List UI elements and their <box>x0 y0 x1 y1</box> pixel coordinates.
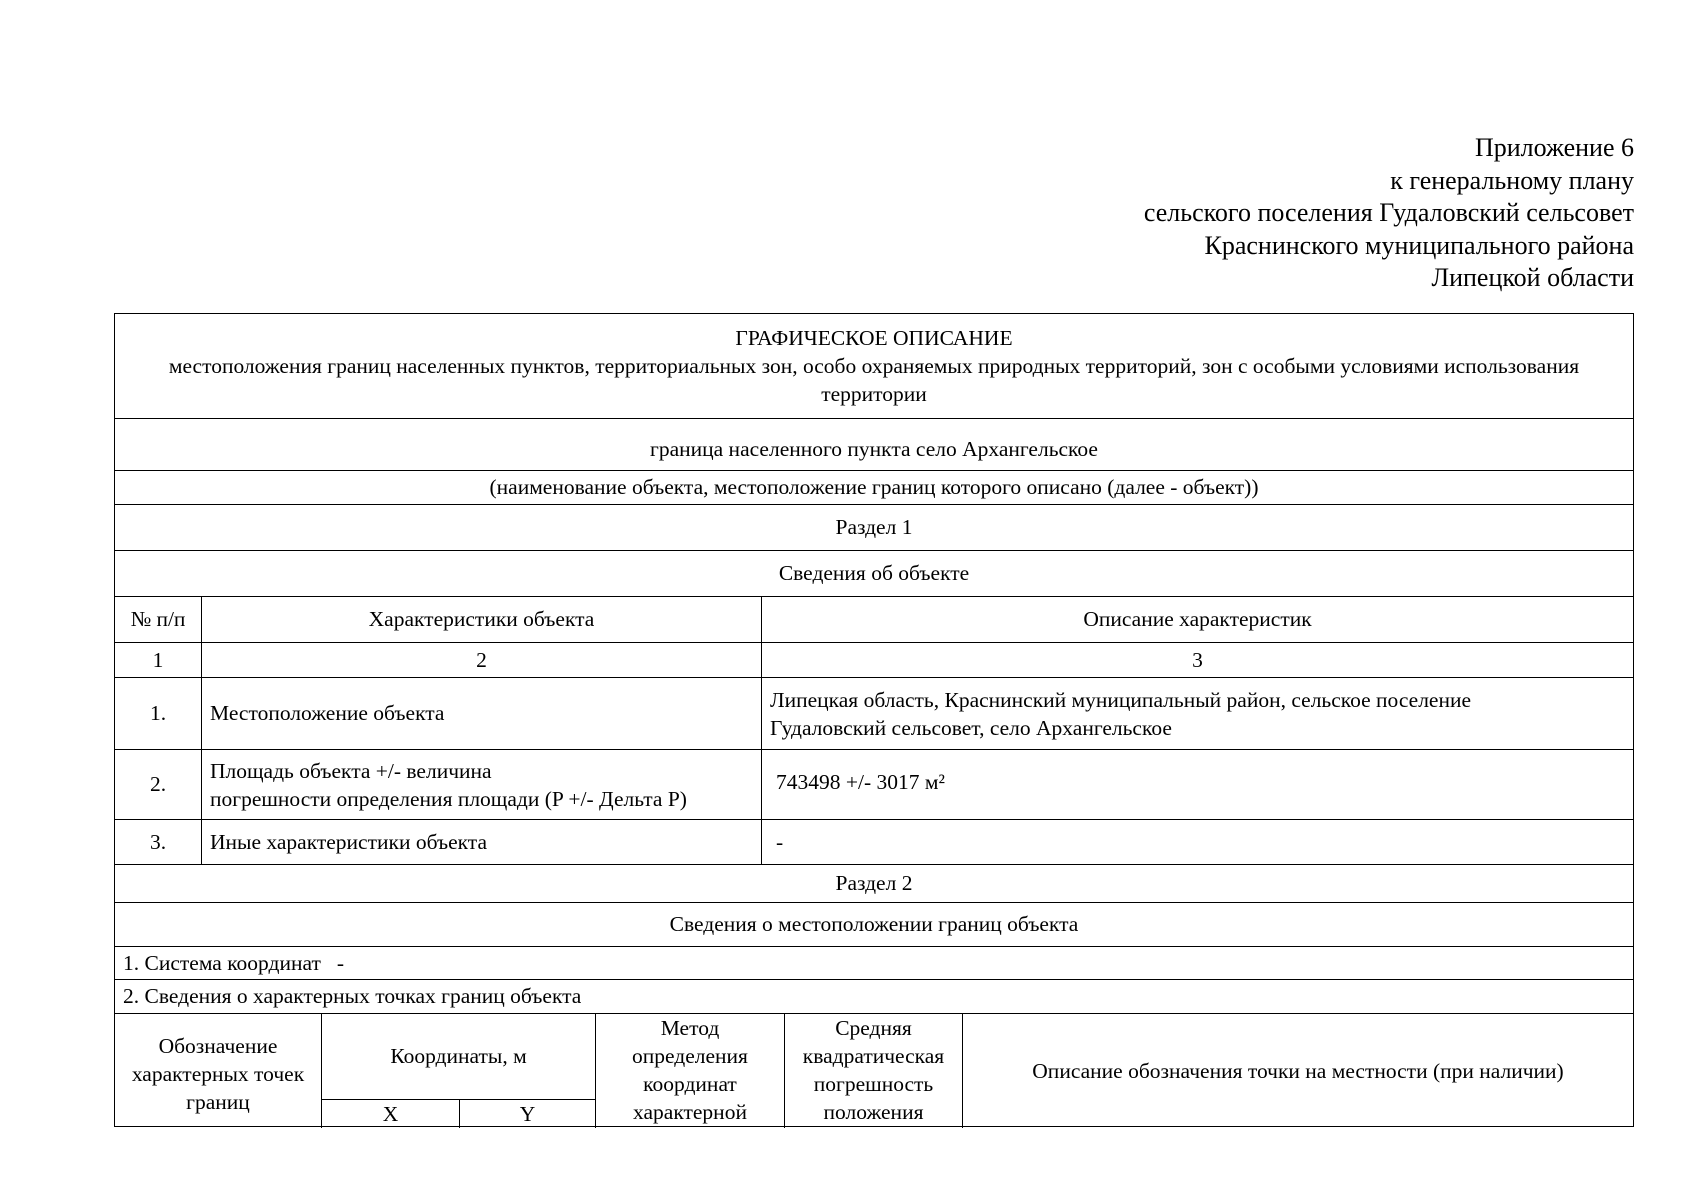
section1-title-text: Сведения об объекте <box>778 561 970 585</box>
row-number: 3. <box>149 829 167 854</box>
column-number-2: 2 <box>201 643 761 677</box>
column-header-method <box>595 1014 784 1128</box>
points-title: 2. Сведения о характерных точках границ объекта <box>123 984 582 1008</box>
section2-title <box>115 903 1633 947</box>
section2-label <box>115 865 1633 903</box>
column-number-3: 3 <box>761 643 1633 677</box>
row-characteristic <box>201 750 761 819</box>
column-number-1: 1 <box>152 647 164 672</box>
column-header-description: Описание характеристик <box>761 597 1633 642</box>
column-header-error <box>784 1014 962 1128</box>
row-description-line: Липецкая область, Краснинский муниципальный район, сельское поселение <box>770 687 1472 712</box>
header-line: погрешность <box>813 1072 934 1096</box>
header-line: Метод <box>660 1016 720 1040</box>
column-header-point-designation <box>115 1014 321 1128</box>
table-row <box>115 678 1633 750</box>
header-line-plan: к генеральному плану <box>1390 165 1634 195</box>
column-header-x: X <box>382 1101 399 1126</box>
table-row <box>115 820 1633 865</box>
header-line: Обозначение <box>158 1034 278 1058</box>
section1-title <box>115 551 1633 597</box>
header-line: координат <box>643 1072 737 1096</box>
points-table-header <box>115 1014 1633 1128</box>
graphic-description-form <box>114 313 1634 1127</box>
row-description: 743498 +/- 3017 м² <box>761 750 1633 819</box>
header-line: квадратическая <box>802 1044 945 1068</box>
title-block <box>115 314 1633 419</box>
column-header-coordinates <box>321 1014 595 1128</box>
header-line-settlement: сельского поселения Гудаловский сельсовет <box>1143 198 1634 227</box>
section1-label-text: Раздел 1 <box>835 515 913 539</box>
coordinate-system-row <box>115 947 1633 980</box>
object-caption <box>115 471 1633 505</box>
column-header-characteristics: Характеристики объекта <box>201 597 761 642</box>
header-line: определения <box>632 1044 748 1068</box>
section1-column-numbers <box>115 643 1633 678</box>
section2-label-text: Раздел 2 <box>835 871 913 895</box>
section2-title-text: Сведения о местоположении границ объекта <box>669 912 1079 936</box>
header-line: Средняя <box>835 1016 912 1040</box>
object-name <box>115 419 1633 471</box>
table-row <box>115 750 1633 820</box>
header-line: границ <box>186 1090 250 1114</box>
row-number: 1. <box>149 701 167 725</box>
column-header-number: № п/п <box>130 607 186 631</box>
header-line-appendix: Приложение 6 <box>1474 133 1634 162</box>
header-line: характерных точек <box>131 1062 305 1086</box>
row-description-line: Гудаловский сельсовет, село Архангельское <box>770 715 1172 740</box>
column-header-point-description: Описание обозначения точки на местности (при наличии) <box>962 1014 1633 1128</box>
document-title: ГРАФИЧЕСКОЕ ОПИСАНИЕ <box>735 326 1013 350</box>
column-header-y: Y <box>459 1100 595 1128</box>
header-line-district: Краснинского муниципального района <box>1204 230 1634 260</box>
section1-column-headers <box>115 597 1633 643</box>
header-line: характерной <box>633 1100 747 1124</box>
row-characteristic-line: Площадь объекта +/- величина <box>210 758 492 783</box>
document-header <box>734 132 1634 295</box>
section1-label <box>115 505 1633 551</box>
row-number: 2. <box>149 772 167 796</box>
coordinate-system-value: - <box>336 950 345 975</box>
object-caption-text: (наименование объекта, местоположение границ которого описано (далее - объект)) <box>489 475 1259 499</box>
document-subtitle: местоположения границ населенных пунктов, территориальных зон, особо охраняемых природных территорий, зон с особыми условиями использования территории <box>168 354 1580 406</box>
row-description <box>761 678 1633 749</box>
object-name-text: граница населенного пункта село Архангельское <box>650 437 1098 461</box>
row-characteristic: Иные характеристики объекта <box>201 820 761 864</box>
row-characteristic: Местоположение объекта <box>201 678 761 749</box>
coordinate-system-label: 1. Система координат <box>123 950 321 975</box>
header-line-region: Липецкой области <box>1431 263 1634 292</box>
header-line: положения <box>823 1100 924 1124</box>
row-characteristic-line: погрешности определения площади (P +/- Дельта P) <box>210 786 687 811</box>
coordinates-label: Координаты, м <box>322 1014 595 1100</box>
row-description: - <box>761 820 1633 864</box>
points-title-row <box>115 980 1633 1014</box>
